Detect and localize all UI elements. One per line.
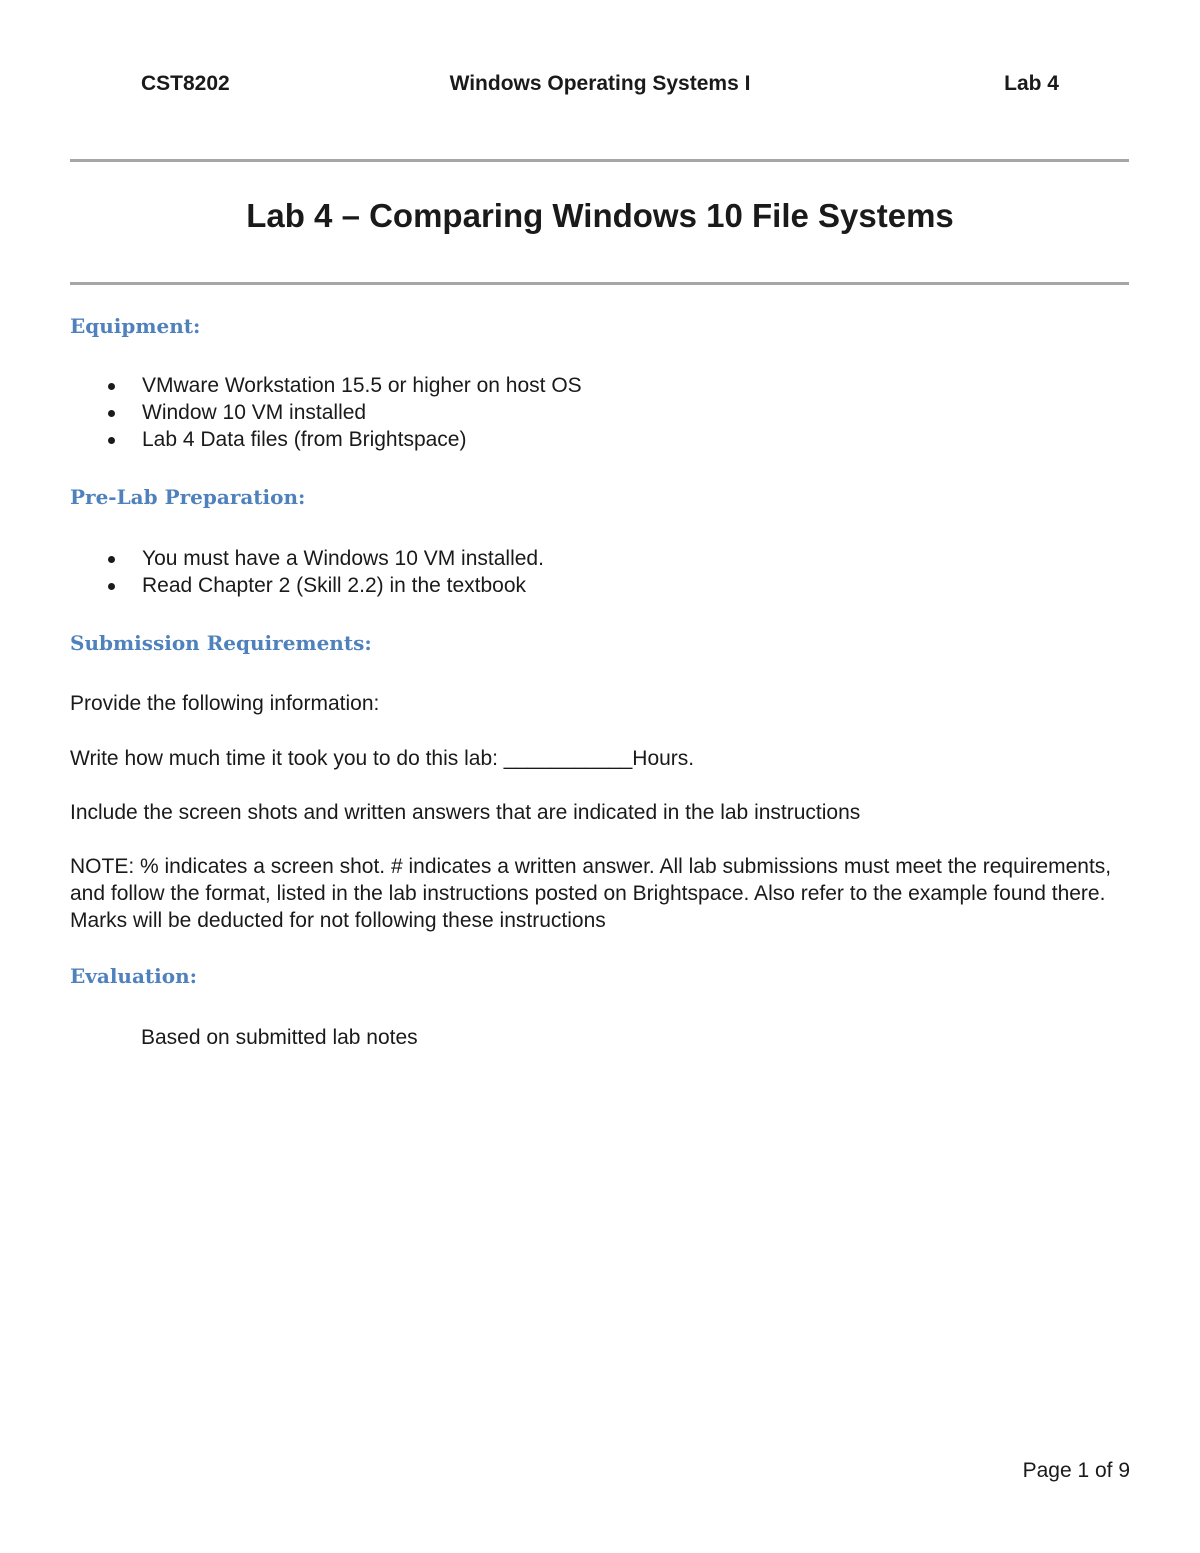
submission-provide-text: Provide the following information: <box>70 692 380 715</box>
submission-note: NOTE: % indicates a screen shot. # indicates a written answer. All lab submissions must meet the requirements, and follow the format, listed in the lab instructions posted on Brightspace. Also refer to the example found there. Marks will be deducted for not following these instructions <box>70 855 1112 932</box>
title-rule-bottom <box>70 282 1129 285</box>
submission-time-line: Write how much time it took you to do this lab: ___________Hours. <box>70 747 695 770</box>
equipment-heading: Equipment: <box>70 314 201 338</box>
list-item: You must have a Windows 10 VM installed. <box>106 545 544 572</box>
submission-heading: Submission Requirements: <box>70 631 372 655</box>
evaluation-heading: Evaluation: <box>70 964 198 988</box>
prelab-list <box>106 545 544 599</box>
header-course-name: Windows Operating Systems I <box>449 72 751 95</box>
title-rule-top <box>70 159 1129 162</box>
header-course-code: CST8202 <box>141 72 230 95</box>
submission-include-text: Include the screen shots and written answers that are indicated in the lab instructions <box>70 801 861 824</box>
list-item: Read Chapter 2 (Skill 2.2) in the textbook <box>106 572 544 599</box>
page-number: Page 1 of 9 <box>1022 1459 1130 1482</box>
list-item: Lab 4 Data files (from Brightspace) <box>106 426 622 453</box>
evaluation-text: Based on submitted lab notes <box>141 1026 418 1049</box>
list-item: Window 10 VM installed <box>106 399 622 426</box>
prelab-heading: Pre-Lab Preparation: <box>70 485 306 509</box>
header-lab-number: Lab 4 <box>1004 72 1059 95</box>
equipment-list <box>106 372 622 453</box>
document-title: Lab 4 – Comparing Windows 10 File Systems <box>246 197 954 234</box>
list-item: VMware Workstation 15.5 or higher on host OS <box>106 372 622 399</box>
